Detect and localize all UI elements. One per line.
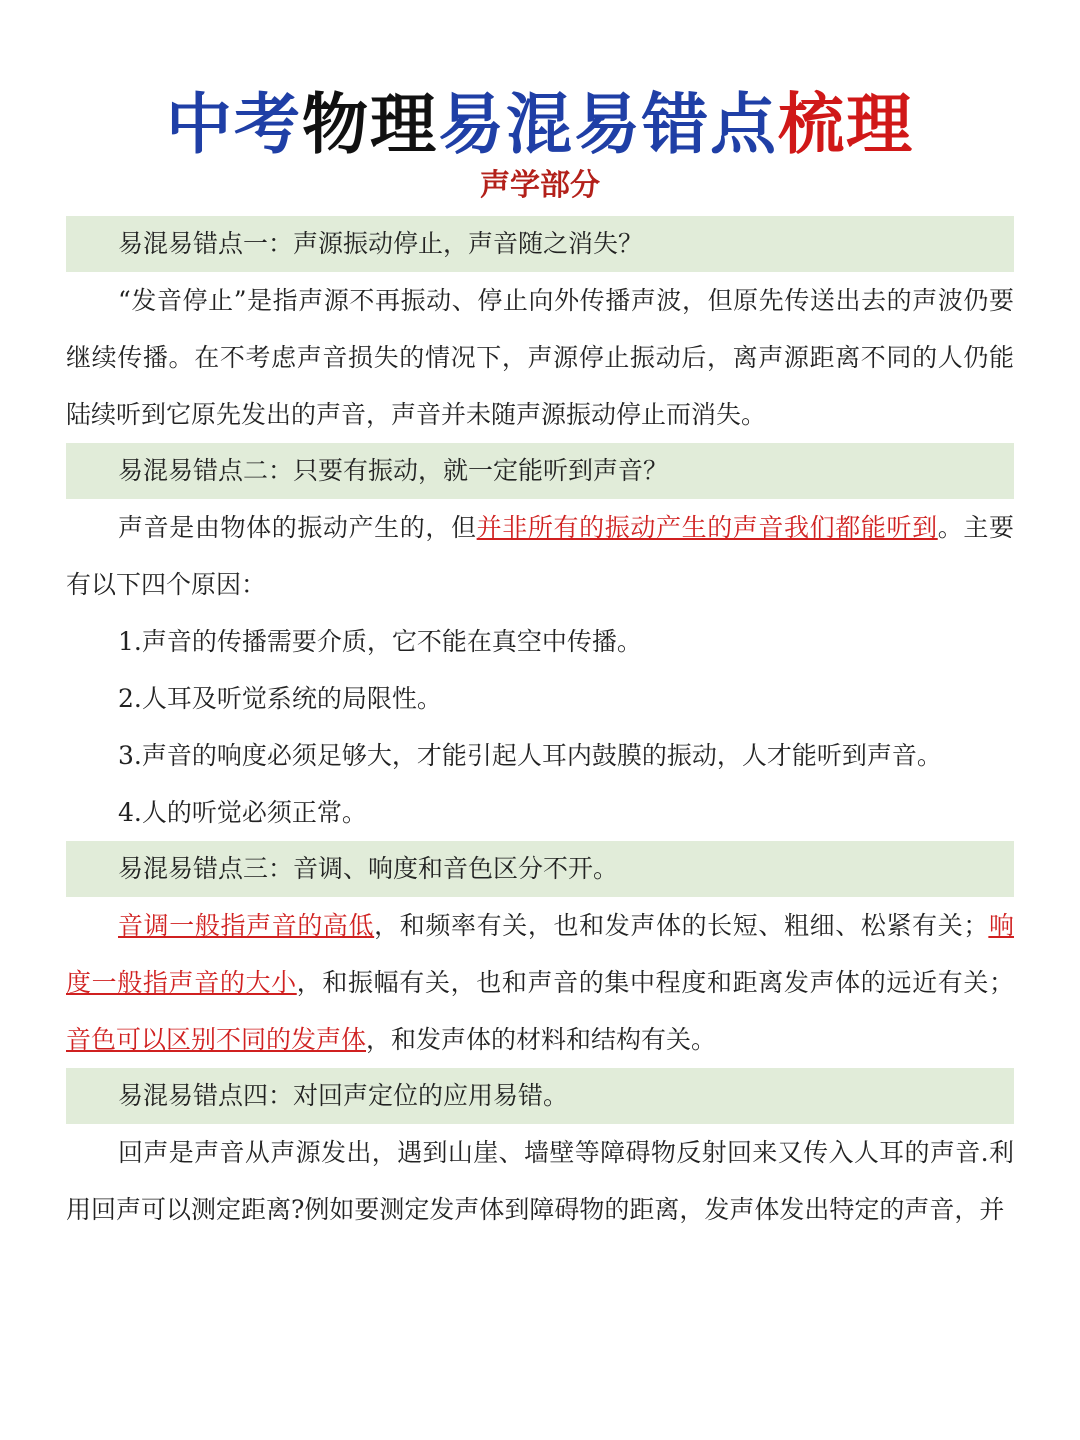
section-1-paragraph: “发音停止”是指声源不再振动、停止向外传播声波，但原先传送出去的声波仍要继续传播。在不考虑声音损失的情况下，声源停止振动后，离声源距离不同的人仍能陆续听到它原先发出的声音，声音并未随声源振动停止而消失。 — [66, 286, 1014, 429]
reason-item-3: 3.声音的响度必须足够大，才能引起人耳内鼓膜的振动，人才能听到声音。 — [118, 741, 942, 770]
section-2-emphasis: 并非所有的振动产生的声音我们都能听到 — [476, 513, 938, 542]
section-2-text-b: 。主要有以下四个原因： — [66, 513, 1014, 599]
section-4-heading: 易混易错点四：对回声定位的应用易错。 — [66, 1068, 1014, 1124]
timbre-detail: ，和发声体的材料和结构有关。 — [366, 1025, 717, 1054]
page-title — [0, 82, 1080, 166]
section-1-heading: 易混易错点一：声源振动停止，声音随之消失？ — [66, 216, 1014, 272]
title-part-physics: 物理 — [302, 85, 438, 163]
title-part-mistakes: 易混易错点 — [438, 85, 778, 163]
pitch-definition: 音调一般指声音的高低 — [118, 911, 375, 940]
content-body — [66, 216, 1014, 1238]
loudness-detail: ，和振幅有关，也和声音的集中程度和距离发声体的远近有关； — [296, 968, 1014, 997]
reason-item-2: 2.人耳及听觉系统的局限性。 — [118, 684, 442, 713]
section-2-paragraph — [66, 499, 1014, 613]
title-part-summary: 梳理 — [778, 85, 914, 163]
timbre-definition: 音色可以区别不同的发声体 — [66, 1025, 367, 1054]
section-2-text-a: 声音是由物体的振动产生的，但 — [118, 513, 477, 542]
section-3-paragraph — [66, 897, 1014, 1068]
pitch-detail: ，和频率有关，也和发声体的长短、粗细、松紧有关； — [374, 911, 989, 940]
title-part-exam: 中考 — [166, 85, 302, 163]
section-2-heading: 易混易错点二：只要有振动，就一定能听到声音？ — [66, 443, 1014, 499]
reason-item-1: 1.声音的传播需要介质，它不能在真空中传播。 — [118, 627, 642, 656]
page-subtitle: 声学部分 — [480, 168, 600, 203]
section-4-paragraph: 回声是声音从声源发出，遇到山崖、墙壁等障碍物反射回来又传入人耳的声音.利用回声可以测定距离?例如要测定发声体到障碍物的距离，发声体发出特定的声音，并 — [66, 1138, 1014, 1224]
loudness-definition: 响度一般指声音的大小 — [66, 911, 1014, 997]
section-3-heading: 易混易错点三：音调、响度和音色区分不开。 — [66, 841, 1014, 897]
reason-item-4: 4.人的听觉必须正常。 — [118, 798, 367, 827]
